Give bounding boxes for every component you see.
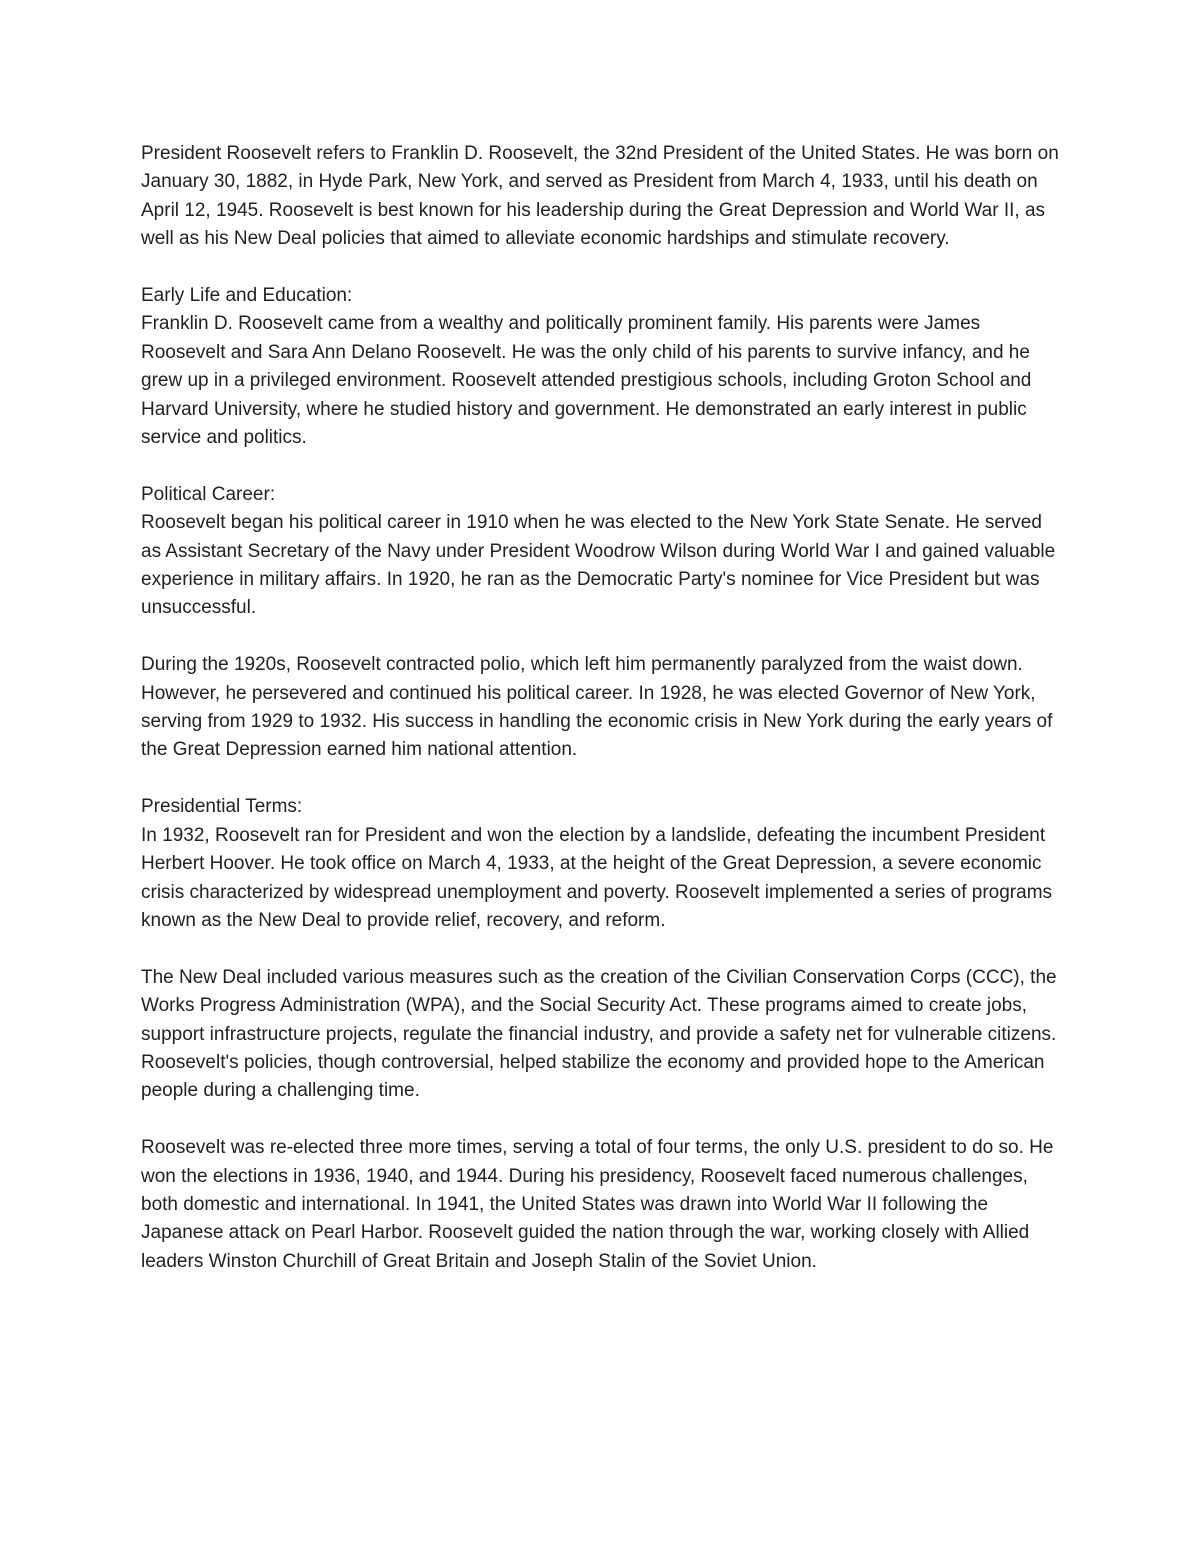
polio-governor-section bbox=[141, 651, 1066, 765]
early-life-paragraph: Franklin D. Roosevelt came from a wealthy and politically prominent family. His parents were James Roosevelt and Sara Ann Delano Roosevelt. He was the only child of his parents to survive infancy, and he grew up in a privileged environment. Roosevelt attended prestigious schools, including Groton School and Harvard University, where he studied history and government. He demonstrated an early interest in public service and politics. bbox=[141, 313, 1032, 449]
early-life-section bbox=[141, 282, 1066, 452]
new-deal-section bbox=[141, 964, 1066, 1106]
presidential-terms-paragraph: In 1932, Roosevelt ran for President and won the election by a landslide, defeating the incumbent President Herbert Hoover. He took office on March 4, 1933, at the height of the Great Depression, a severe economic crisis characterized by widespread unemployment and poverty. Roosevelt implemented a series of programs known as the New Deal to provide relief, recovery, and reform. bbox=[141, 824, 1053, 931]
political-career-heading: Political Career: bbox=[141, 483, 276, 505]
intro-section bbox=[141, 140, 1066, 254]
early-life-heading: Early Life and Education: bbox=[141, 285, 353, 307]
presidential-terms-heading: Presidential Terms: bbox=[141, 796, 303, 818]
presidential-terms-section bbox=[141, 793, 1066, 935]
political-career-section bbox=[141, 481, 1066, 623]
political-career-paragraph: Roosevelt began his political career in 1910 when he was elected to the New York State Senate. He served as Assistant Secretary of the Navy under President Woodrow Wilson during World War I and gained valuable experience in military affairs. In 1920, he ran as the Democratic Party's nominee for Vice President but was unsuccessful. bbox=[141, 512, 1056, 619]
intro-paragraph: President Roosevelt refers to Franklin D. Roosevelt, the 32nd President of the United States. He was born on January 30, 1882, in Hyde Park, New York, and served as President from March 4, 1933, until his death on April 12, 1945. Roosevelt is best known for his leadership during the Great Depression and World War II, as well as his New Deal policies that aimed to alleviate economic hardships and stimulate recovery. bbox=[141, 143, 1059, 250]
document-page bbox=[141, 140, 1066, 1305]
new-deal-paragraph: The New Deal included various measures such as the creation of the Civilian Conservation Corps (CCC), the Works Progress Administration (WPA), and the Social Security Act. These programs aimed to create jobs, support infrastructure projects, regulate the financial industry, and provide a safety net for vulnerable citizens. Roosevelt's policies, though controversial, helped stabilize the economy and provided hope to the American people during a challenging time. bbox=[141, 966, 1057, 1102]
polio-governor-paragraph: During the 1920s, Roosevelt contracted polio, which left him permanently paralyzed from the waist down. However, he persevered and continued his political career. In 1928, he was elected Governor of New York, serving from 1929 to 1932. His success in handling the economic crisis in New York during the early years of the Great Depression earned him national attention. bbox=[141, 654, 1053, 761]
reelection-paragraph: Roosevelt was re-elected three more times, serving a total of four terms, the only U.S. president to do so. He won the elections in 1936, 1940, and 1944. During his presidency, Roosevelt faced numerous challenges, both domestic and international. In 1941, the United States was drawn into World War II following the Japanese attack on Pearl Harbor. Roosevelt guided the nation through the war, working closely with Allied leaders Winston Churchill of Great Britain and Joseph Stalin of the Soviet Union. bbox=[141, 1137, 1054, 1272]
reelection-section bbox=[141, 1134, 1066, 1276]
